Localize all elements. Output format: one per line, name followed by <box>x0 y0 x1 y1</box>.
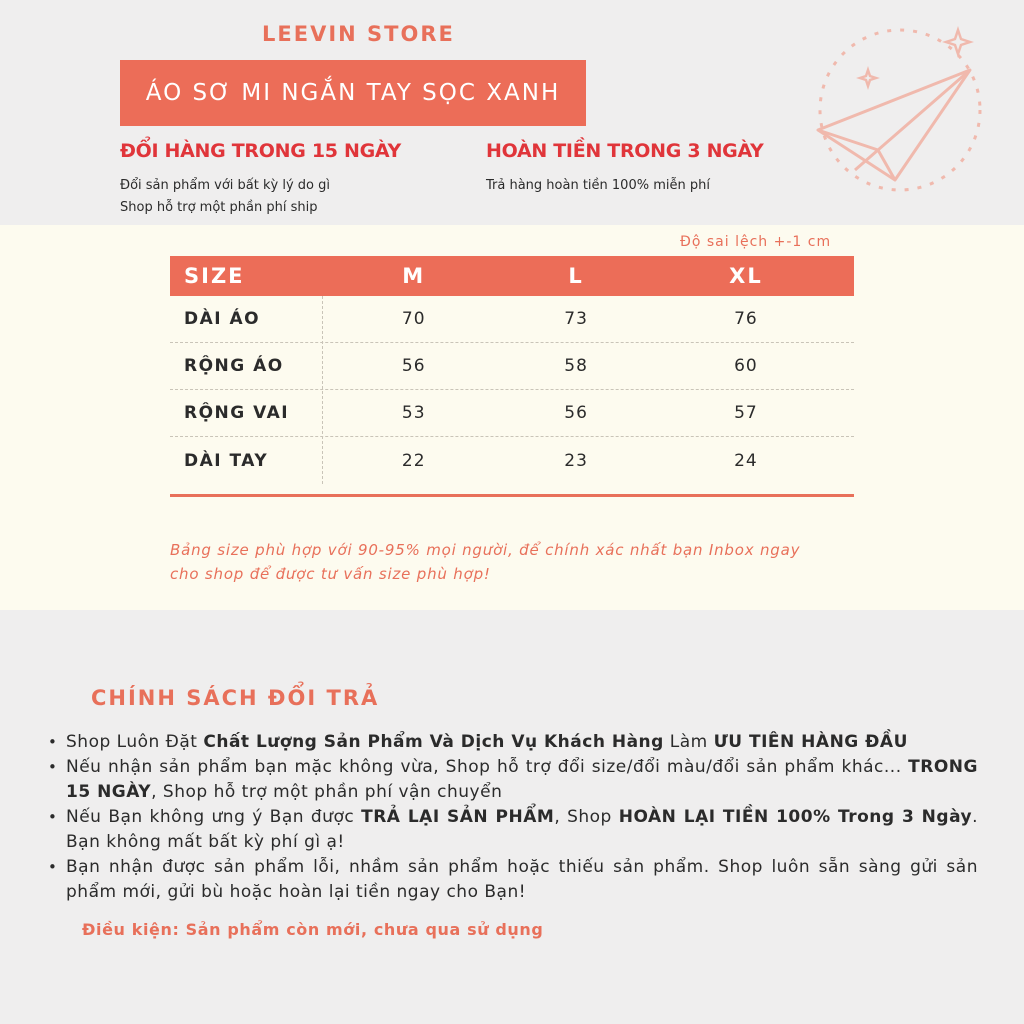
policy-text: , Shop <box>554 807 619 827</box>
header-l: L <box>568 264 584 288</box>
return-policy-list <box>48 730 978 905</box>
cell-xl: 60 <box>734 356 758 376</box>
table-bottom-rule <box>170 494 854 497</box>
list-item <box>48 755 978 805</box>
store-name: LEEVIN STORE <box>262 22 455 46</box>
cell-l: 73 <box>564 309 588 329</box>
size-fit-note <box>170 538 870 586</box>
tolerance-note: Độ sai lệch +-1 cm <box>680 234 832 250</box>
list-item <box>48 855 978 905</box>
exchange-line-1: Đổi sản phẩm với bất kỳ lý do gì <box>120 178 330 193</box>
table-row <box>170 390 854 437</box>
policy-text: Bạn nhận được sản phẩm lỗi, nhầm sản phẩm hoặc thiếu sản phẩm. Shop luôn sẵn sàng gửi sản phẩm mới, gửi bù hoặc hoàn lại tiền ngay cho Bạn! <box>66 857 978 902</box>
cell-xl: 24 <box>734 450 758 471</box>
product-title: ÁO SƠ MI NGẮN TAY SỌC XANH <box>145 80 561 106</box>
list-item <box>48 730 978 755</box>
refund-line-1: Trả hàng hoàn tiền 100% miễn phí <box>486 178 710 193</box>
policy-text: Nếu nhận sản phẩm bạn mặc không vừa, Shop hỗ trợ đổi size/đổi màu/đổi sản phẩm khác... <box>66 757 909 777</box>
cell-xl: 57 <box>734 403 758 423</box>
cell-l: 56 <box>564 403 588 423</box>
refund-heading: HOÀN TIỀN TRONG 3 NGÀY <box>486 140 764 162</box>
return-condition: Điều kiện: Sản phẩm còn mới, chưa qua sử dụng <box>82 920 544 939</box>
table-row <box>170 296 854 343</box>
header-xl: XL <box>729 264 763 288</box>
policy-emphasis: HOÀN LẠI TIỀN 100% Trong 3 Ngày <box>618 807 973 827</box>
row-label: DÀI ÁO <box>184 309 261 329</box>
policy-emphasis: ƯU TIÊN HÀNG ĐẦU <box>713 732 908 752</box>
cell-m: 53 <box>401 403 426 423</box>
row-label: RỘNG ÁO <box>184 356 284 376</box>
list-item <box>48 805 978 855</box>
cell-m: 56 <box>401 356 426 376</box>
table-divider <box>322 296 323 484</box>
policy-text: Shop Luôn Đặt <box>66 732 204 752</box>
policy-emphasis: TRẢ LẠI SẢN PHẨM <box>361 807 555 827</box>
row-label: RỘNG VAI <box>184 403 290 423</box>
cell-l: 23 <box>564 450 588 471</box>
header-size: SIZE <box>184 264 245 288</box>
policy-emphasis: Chất Lượng Sản Phẩm Và Dịch Vụ Khách Hàng <box>203 732 664 752</box>
size-fit-note-line-2: cho shop để được tư vấn size phù hợp! <box>170 565 491 583</box>
size-table <box>170 256 854 497</box>
policy-text: , Shop hỗ trợ một phần phí vận chuyển <box>151 782 503 802</box>
policy-text: Làm <box>663 732 714 752</box>
header-m: M <box>402 264 426 288</box>
size-table-header <box>170 256 854 296</box>
paper-plane-icon <box>800 20 990 210</box>
size-fit-note-line-1: Bảng size phù hợp với 90-95% mọi người, để chính xác nhất bạn Inbox ngay <box>170 541 801 559</box>
exchange-line-2: Shop hỗ trợ một phần phí ship <box>120 200 318 215</box>
policy-text: . Bạn không mất bất kỳ phí gì ạ! <box>66 807 979 852</box>
policy-emphasis: TRONG 15 NGÀY <box>66 757 978 802</box>
cell-m: 70 <box>401 309 426 329</box>
exchange-heading: ĐỔI HÀNG TRONG 15 NGÀY <box>120 140 401 162</box>
row-label: DÀI TAY <box>184 450 269 471</box>
table-row <box>170 343 854 390</box>
policy-text: Nếu Bạn không ưng ý Bạn được <box>66 807 362 827</box>
cell-xl: 76 <box>734 309 758 329</box>
cell-l: 58 <box>564 356 588 376</box>
cell-m: 22 <box>401 450 426 471</box>
product-title-banner <box>120 60 586 126</box>
table-row <box>170 437 854 484</box>
size-table-body <box>170 296 854 484</box>
return-policy-title: CHÍNH SÁCH ĐỔI TRẢ <box>91 686 380 710</box>
